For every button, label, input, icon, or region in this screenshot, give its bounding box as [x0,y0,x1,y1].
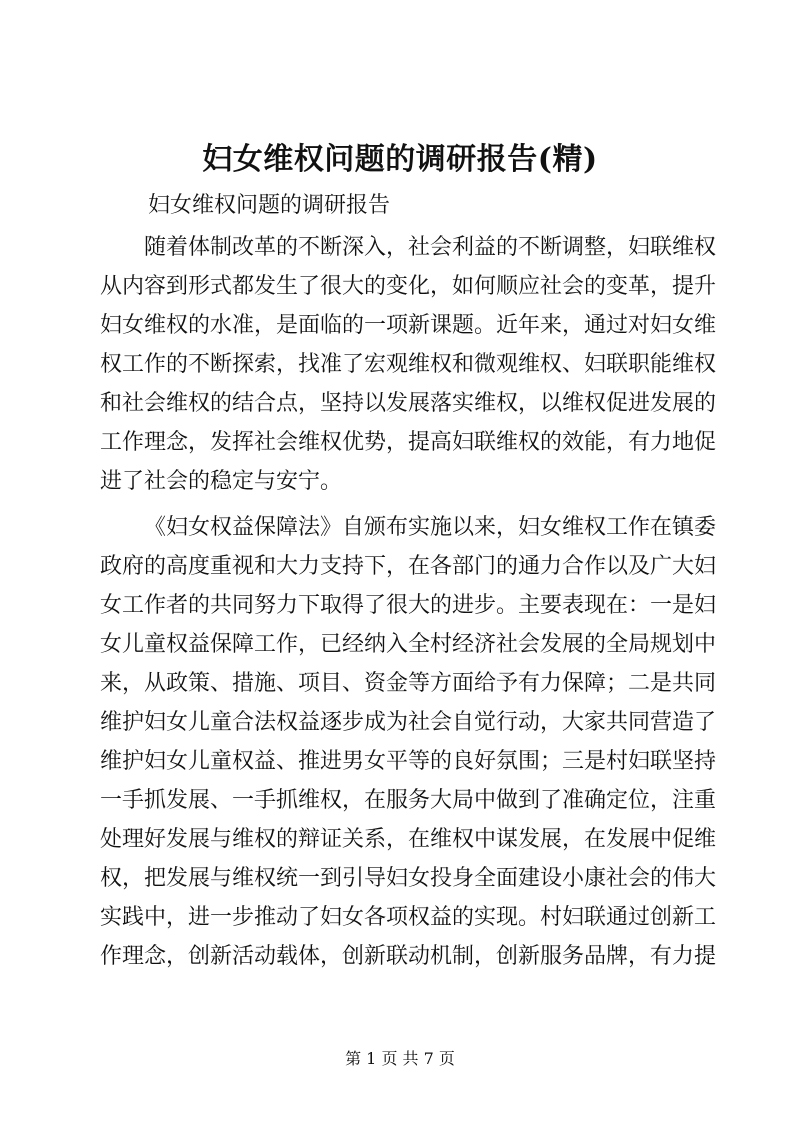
paragraph-line: 女儿童权益保障工作，已经纳入全村经济社会发展的全局规划中 [100,632,717,657]
paragraph-line: 和社会维权的结合点，坚持以发展落实维权，以维权促进发展的 [100,391,717,416]
paragraph-line: 处理好发展与维权的辩证关系，在维权中谋发展，在发展中促维 [100,827,717,852]
paragraph-line: 权工作的不断探索，找准了宏观维权和微观维权、妇联职能维权 [100,352,717,377]
paragraph-line: 作理念，创新活动载体，创新联动机制，创新服务品牌，有力提 [100,944,717,969]
paragraph-2 [100,508,717,976]
paragraph-line: 维护妇女儿童合法权益逐步成为社会自觉行动，大家共同营造了 [100,710,717,735]
paragraph-line: 实践中，进一步推动了妇女各项权益的实现。村妇联通过创新工 [100,905,717,930]
paragraph-line: 来，从政策、措施、项目、资金等方面给予有力保障；二是共同 [100,671,717,696]
paragraph-line: 随着体制改革的不断深入，社会利益的不断调整，妇联维权 [144,235,717,260]
paragraph-line: 从内容到形式都发生了很大的变化，如何顺应社会的变革，提升 [100,274,717,299]
paragraph-line: 政府的高度重视和大力支持下，在各部门的通力合作以及广大妇 [100,554,717,579]
document-title: 妇女维权问题的调研报告(精) [202,142,598,177]
paragraph-line: 妇女维权的水准，是面临的一项新课题。近年来，通过对妇女维 [100,313,717,338]
paragraph-line: 一手抓发展、一手抓维权，在服务大局中做到了准确定位，注重 [100,788,717,813]
document-subtitle: 妇女维权问题的调研报告 [148,193,391,218]
paragraph-line: 维护妇女儿童权益、推进男女平等的良好氛围；三是村妇联坚持 [100,749,717,774]
paragraph-line: 《妇女权益保障法》自颁布实施以来，妇女维权工作在镇委 [144,515,717,540]
paragraph-1 [100,228,717,501]
page-footer: 第 1 页 共 7 页 [345,1049,455,1068]
paragraph-line: 进了社会的稳定与安宁。 [100,469,343,494]
paragraph-line: 女工作者的共同努力下取得了很大的进步。主要表现在：一是妇 [100,593,717,618]
paragraph-line: 权，把发展与维权统一到引导妇女投身全面建设小康社会的伟大 [100,866,717,891]
paragraph-line: 工作理念，发挥社会维权优势，提高妇联维权的效能，有力地促 [100,430,717,455]
